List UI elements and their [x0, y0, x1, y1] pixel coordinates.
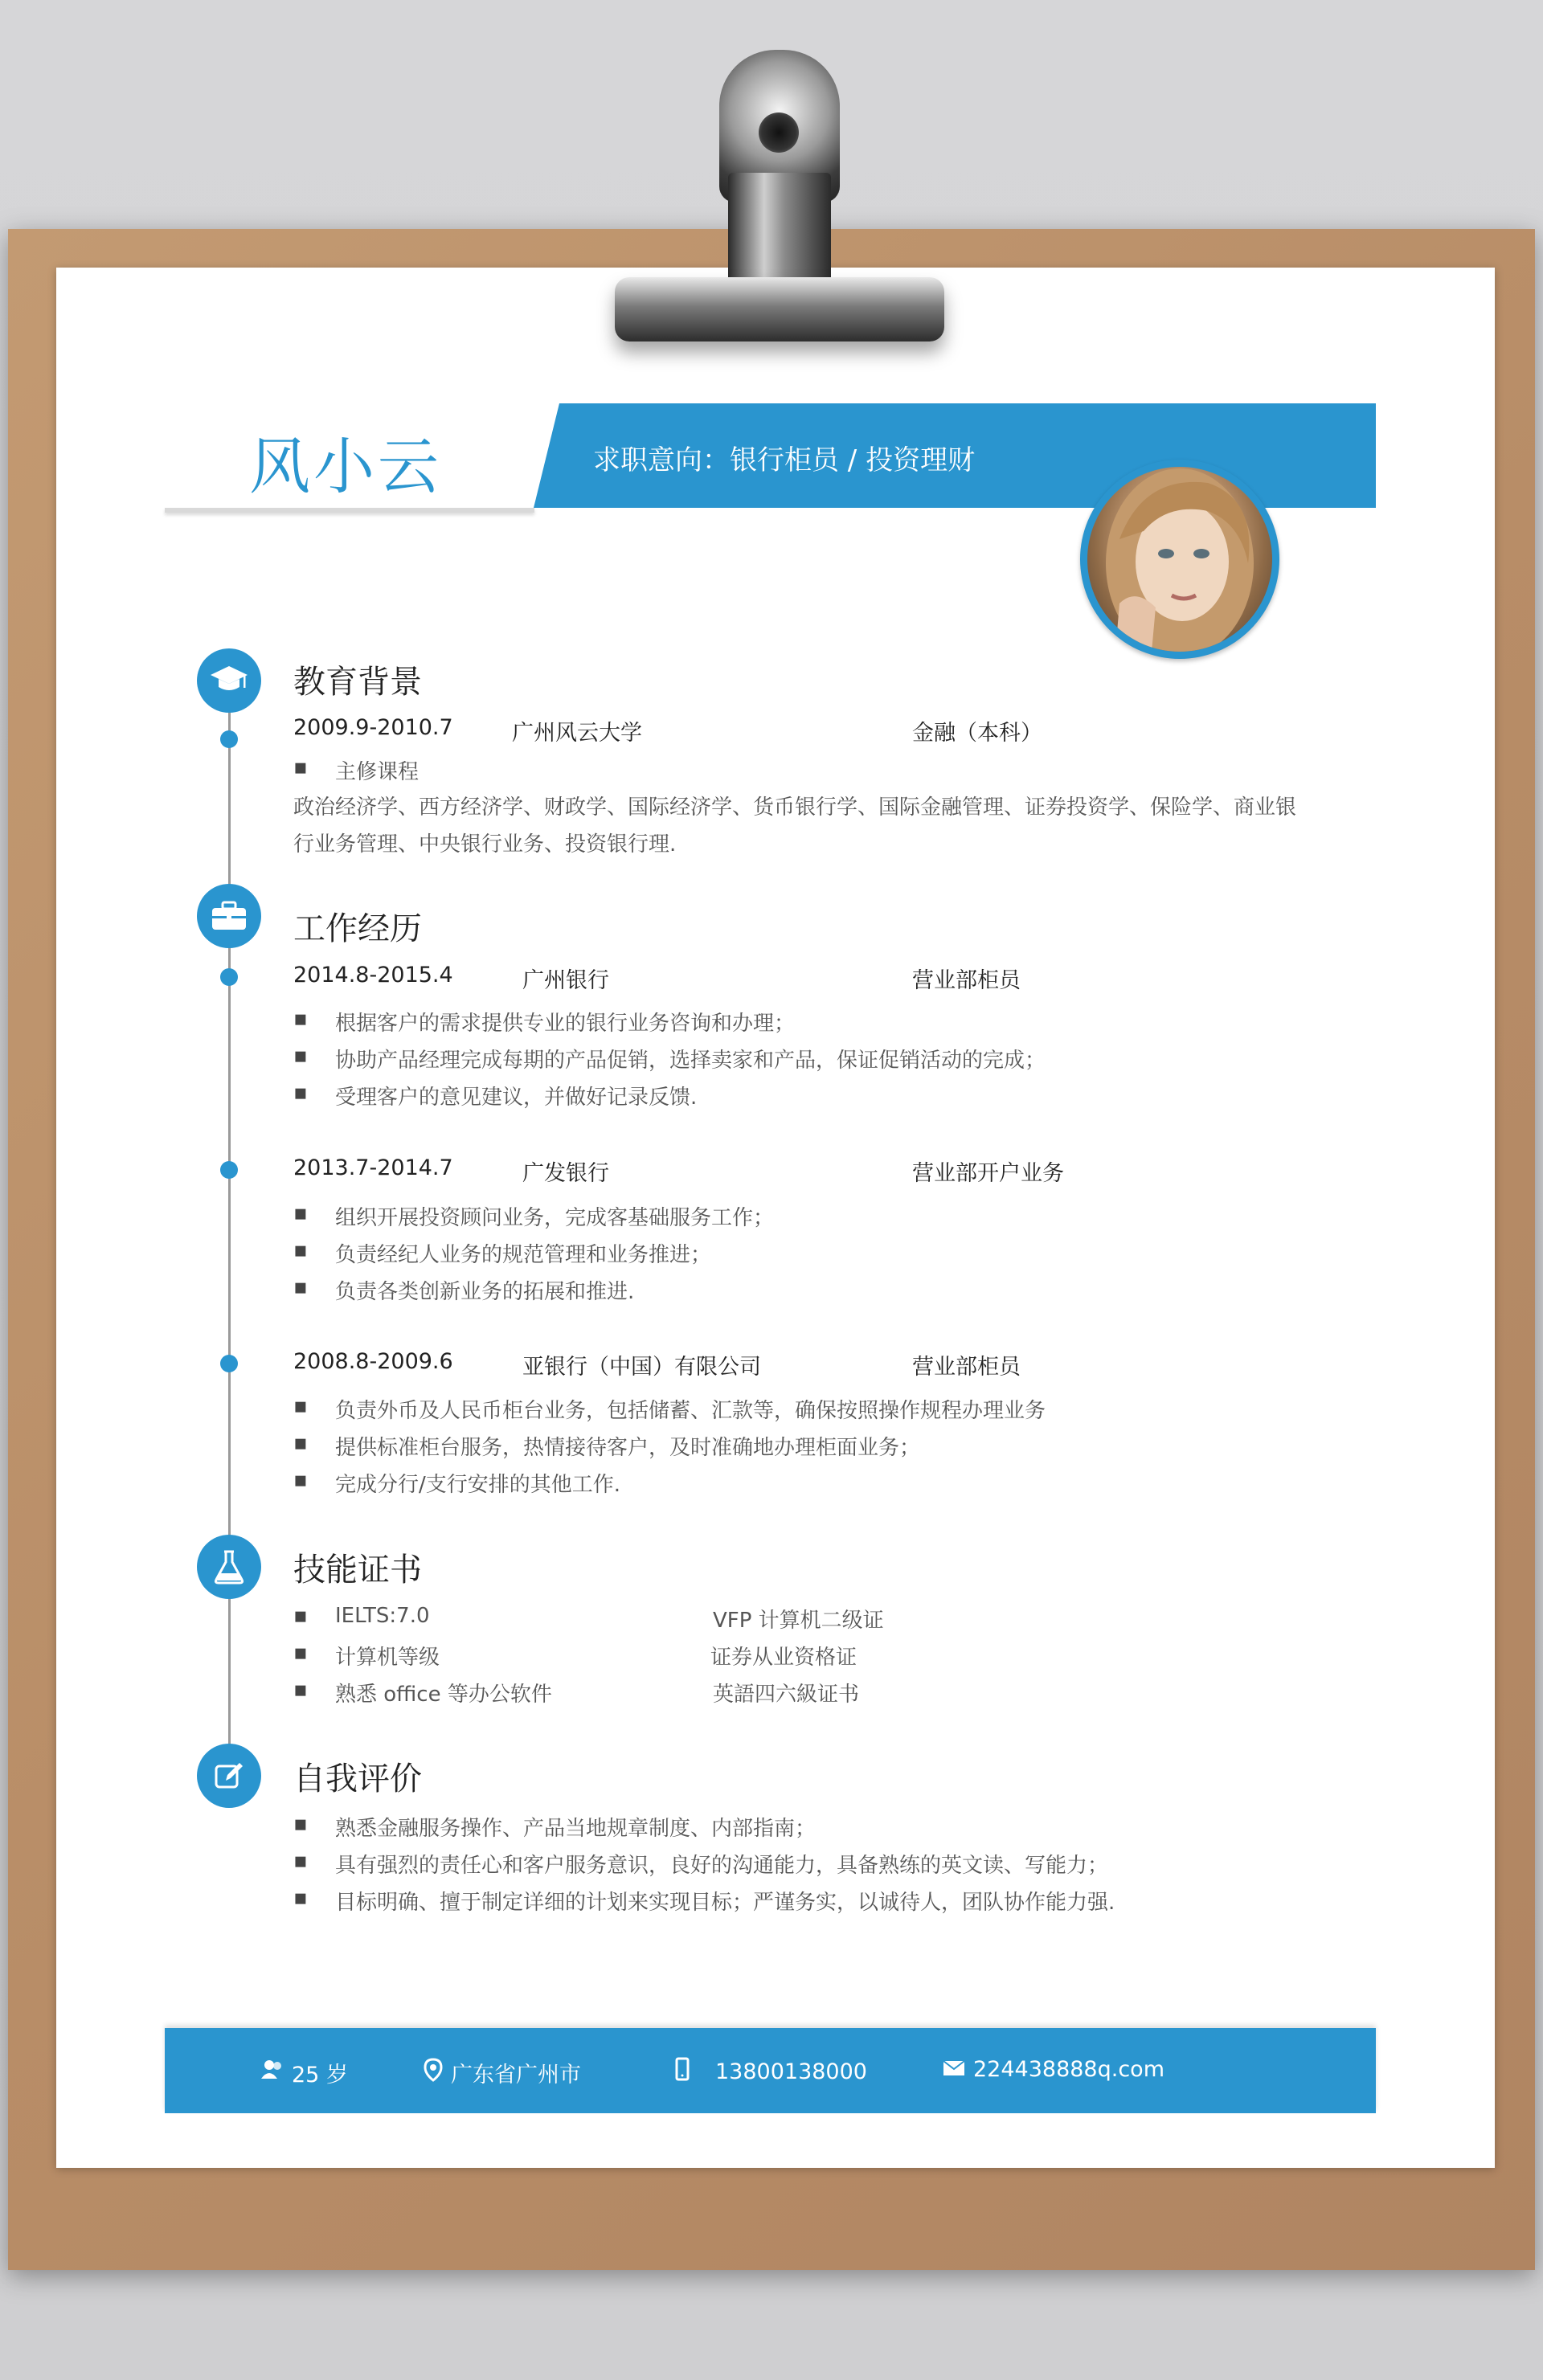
list-item: ▪ 完成分行/支行安排的其他工作.: [293, 1468, 620, 1498]
candidate-name: 风小云: [249, 431, 442, 502]
list-item: ▪ 协助产品经理完成每期的产品促销，选择卖家和产品，保证促销活动的完成；: [293, 1044, 1046, 1073]
job-position: 营业部开户业务: [912, 1161, 1064, 1186]
timeline-dot: [220, 968, 238, 986]
footer-age: 25 岁: [261, 2057, 348, 2088]
list-item: ▪ IELTS:7.0: [293, 1604, 430, 1628]
timeline-dot: [220, 1355, 238, 1372]
job-period: 2008.8-2009.6: [293, 1349, 453, 1374]
job-company: 广发银行: [522, 1161, 609, 1186]
footer-location: 广东省广州市: [424, 2057, 581, 2088]
list-item: 证券从业资格证: [710, 1646, 857, 1670]
section-title-education: 教育背景: [293, 664, 422, 701]
footer-phone: 13800138000: [675, 2057, 867, 2087]
list-item: ▪ 负责外币及人民币柜台业务，包括储蓄、汇款等，确保按照操作规程办理业务: [293, 1394, 1046, 1424]
flask-icon: [197, 1535, 261, 1599]
list-item: ▪ 熟悉金融服务操作、产品当地规章制度、内部指南；: [293, 1812, 816, 1842]
education-period: 2009.9-2010.7: [293, 715, 453, 740]
timeline-line: [228, 699, 231, 1772]
avatar: [1080, 460, 1279, 659]
footer-email: 224438888q.com: [943, 2057, 1164, 2082]
user-icon: [261, 2059, 284, 2086]
job-position: 营业部柜员: [912, 968, 1021, 993]
section-title-work: 工作经历: [293, 910, 422, 947]
job-position: 营业部柜员: [912, 1355, 1021, 1380]
section-title-skills: 技能证书: [293, 1552, 422, 1589]
job-company: 广州银行: [522, 968, 609, 993]
briefcase-icon: [197, 884, 261, 948]
profile-photo: [1087, 467, 1272, 652]
list-item: ▪ 目标明确、擅于制定详细的计划来实现目标；严谨务实，以诚待人，团队协作能力强.: [293, 1886, 1115, 1916]
education-school: 广州风云大学: [512, 721, 642, 746]
graduation-cap-icon: [197, 648, 261, 713]
binder-clip-neck: [728, 173, 831, 285]
education-degree: 金融（本科）: [912, 721, 1042, 746]
list-item: ▪ 主修课程: [293, 755, 419, 785]
contact-footer: [165, 2028, 1376, 2113]
name-underline: [165, 508, 534, 513]
list-item: ▪ 熟悉 office 等办公软件: [293, 1678, 552, 1707]
timeline-dot: [220, 1161, 238, 1179]
list-item: ▪ 具有强烈的责任心和客户服务意识，良好的沟通能力，具备熟练的英文读、写能力；: [293, 1849, 1108, 1879]
location-pin-icon: [424, 2058, 443, 2088]
binder-clip-hole: [759, 112, 799, 153]
job-period: 2013.7-2014.7: [293, 1155, 453, 1180]
list-item: 英語四六級证书: [713, 1683, 860, 1707]
list-item: ▪ 受理客户的意见建议，并做好记录反馈.: [293, 1081, 697, 1110]
list-item: ▪ 负责经纪人业务的规范管理和业务推进；: [293, 1238, 711, 1268]
list-item: ▪ 根据客户的需求提供专业的银行业务咨询和办理；: [293, 1007, 795, 1037]
envelope-icon: [943, 2057, 965, 2082]
list-item: ▪ 负责各类创新业务的拓展和推进.: [293, 1275, 634, 1305]
list-item: ▪ 组织开展投资顾问业务，完成客基础服务工作；: [293, 1201, 774, 1231]
courses-text-line-2: 行业务管理、中央银行业务、投资银行理.: [293, 832, 677, 857]
list-item: VFP 计算机二级证: [713, 1609, 884, 1633]
timeline-dot: [220, 730, 238, 748]
phone-icon: [675, 2057, 690, 2087]
list-item: ▪ 提供标准柜台服务，热情接待客户，及时准确地办理柜面业务；: [293, 1431, 920, 1461]
list-item: ▪ 计算机等级: [293, 1641, 440, 1670]
section-title-evaluation: 自我评价: [293, 1760, 422, 1797]
pencil-icon: [197, 1744, 261, 1808]
binder-clip-base: [615, 277, 944, 341]
job-objective: 求职意向：银行柜员 / 投资理财: [593, 444, 976, 476]
courses-text-line-1: 政治经济学、西方经济学、财政学、国际经济学、货币银行学、国际金融管理、证券投资学、保险学、商业银: [293, 795, 1297, 820]
job-company: 亚银行（中国）有限公司: [522, 1355, 761, 1380]
job-period: 2014.8-2015.4: [293, 963, 453, 988]
